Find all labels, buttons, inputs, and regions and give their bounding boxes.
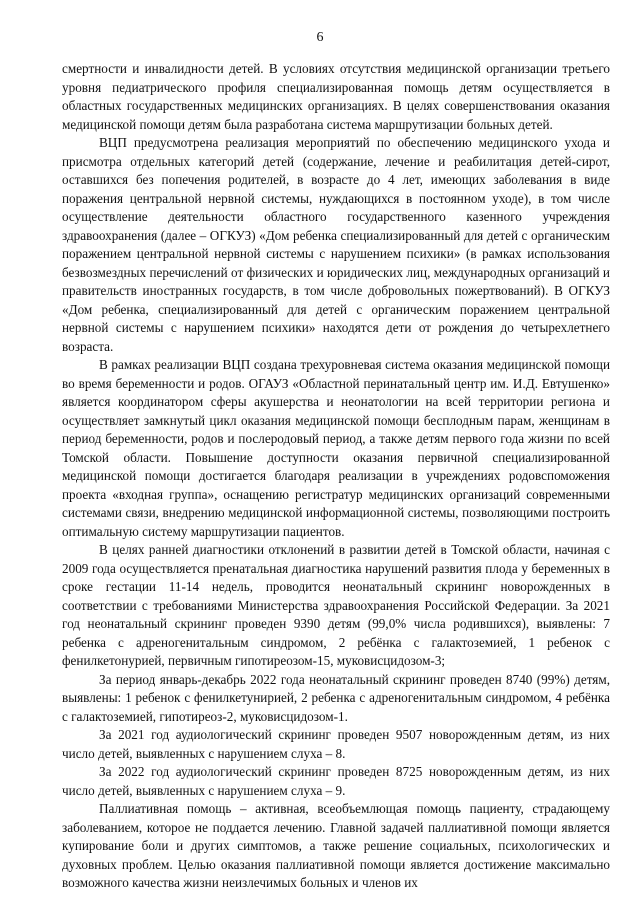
paragraph-5: За период январь-декабрь 2022 года неонатальный скрининг проведен 8740 (99%) детям, выявлены: 1 ребенок с фенилкетунирией, 2 ребенка с адреногенитальным синдромом, 4 ребёнка с галактоземией, гипотиреоз-2, муковисцидозом-1. (62, 671, 610, 724)
paragraph-8: Паллиативная помощь – активная, всеобъемлющая помощь пациенту, страдающему заболеванием, которое не поддается лечению. Главной задачей паллиативной помощи является купирование боли и других симптомов, а также решение социальных, психологических и духовных проблем. Целью оказания паллиативной помощи является достижение максимально возможного качества жизни неизлечимых больных и членов их (62, 801, 610, 890)
body-text (62, 60, 610, 893)
paragraph-3: В рамках реализации ВЦП создана трехуровневая система оказания медицинской помощи во время беременности и родов. ОГАУЗ «Областной перинатальный центр им. И.Д. Евтушенко» является координатором сферы акушерства и неонатологии на всей территории региона и осуществляет замкнутый цикл оказания медицинской помощи бесплодным парам, женщинам в период беременности, родов и послеродовый период, а также детям первого года жизни по всей Томской области. Повышение доступности оказания первичной специализированной медицинской помощи достигается благодаря реализации в учреждениях родовспоможения проекта «входная группа», оснащению регистратур медицинских организаций современными системами связи, внедрению медицинской информационной системы, позволяющими построить оптимальную систему маршрутизации пациентов. (62, 357, 610, 539)
paragraph-2: ВЦП предусмотрена реализация мероприятий по обеспечению медицинского ухода и присмотра отдельных категорий детей (содержание, лечение и реабилитация детей-сирот, оставшихся без попечения родителей, в возрасте до 4 лет, имеющих заболевания в виде поражения центральной нервной системы, нуждающихся в постоянном уходе), в том числе осуществление деятельности областного государственного казенного учреждения здравоохранения (далее – ОГКУЗ) «Дом ребенка специализированный для детей с органическим поражением центральной нервной системы с нарушением психики» (в рамках использования безвозмездных перечислений от физических и юридических лиц, международных организаций и правительств иностранных государств, в том числе добровольных пожертвований). В ОГКУЗ «Дом ребенка, специализированный для детей с органическим поражением центральной нервной системы с нарушением психики» находятся дети от рождения до четырехлетнего возраста. (62, 135, 610, 354)
page-number: 6 (316, 30, 324, 45)
paragraph-6: За 2021 год аудиологический скрининг проведен 9507 новорожденным детям, из них число детей, выявленных с нарушением слуха – 8. (62, 727, 610, 761)
paragraph-4: В целях ранней диагностики отклонений в развитии детей в Томской области, начиная с 2009 года осуществляется пренатальная диагностика нарушений развития плода у беременных в сроке гестации 11-14 недель, проводится неонатальный скрининг новорожденных в соответствии с требованиями Министерства здравоохранения Российской Федерации. За 2021 год неонатальный скрининг проведен 9390 детям (99,0% числа родившихся), выявлены: 7 ребенка с адреногенитальным синдромом, 2 ребёнка с галактоземией, 1 ребенок с фенилкетонурией, первичным гипотиреозом-15, муковисцидозом-3; (62, 542, 610, 668)
paragraph-1: смертности и инвалидности детей. В условиях отсутствия медицинской организации третьего уровня педиатрического профиля специализированная помощь детям осуществляется в областных государственных медицинских организациях. В целях совершенствования оказания медицинской помощи детям была разработана система маршрутизации больных детей. (62, 61, 610, 132)
paragraph-7: За 2022 год аудиологический скрининг проведен 8725 новорожденным детям, из них число детей, выявленных с нарушением слуха – 9. (62, 764, 610, 798)
